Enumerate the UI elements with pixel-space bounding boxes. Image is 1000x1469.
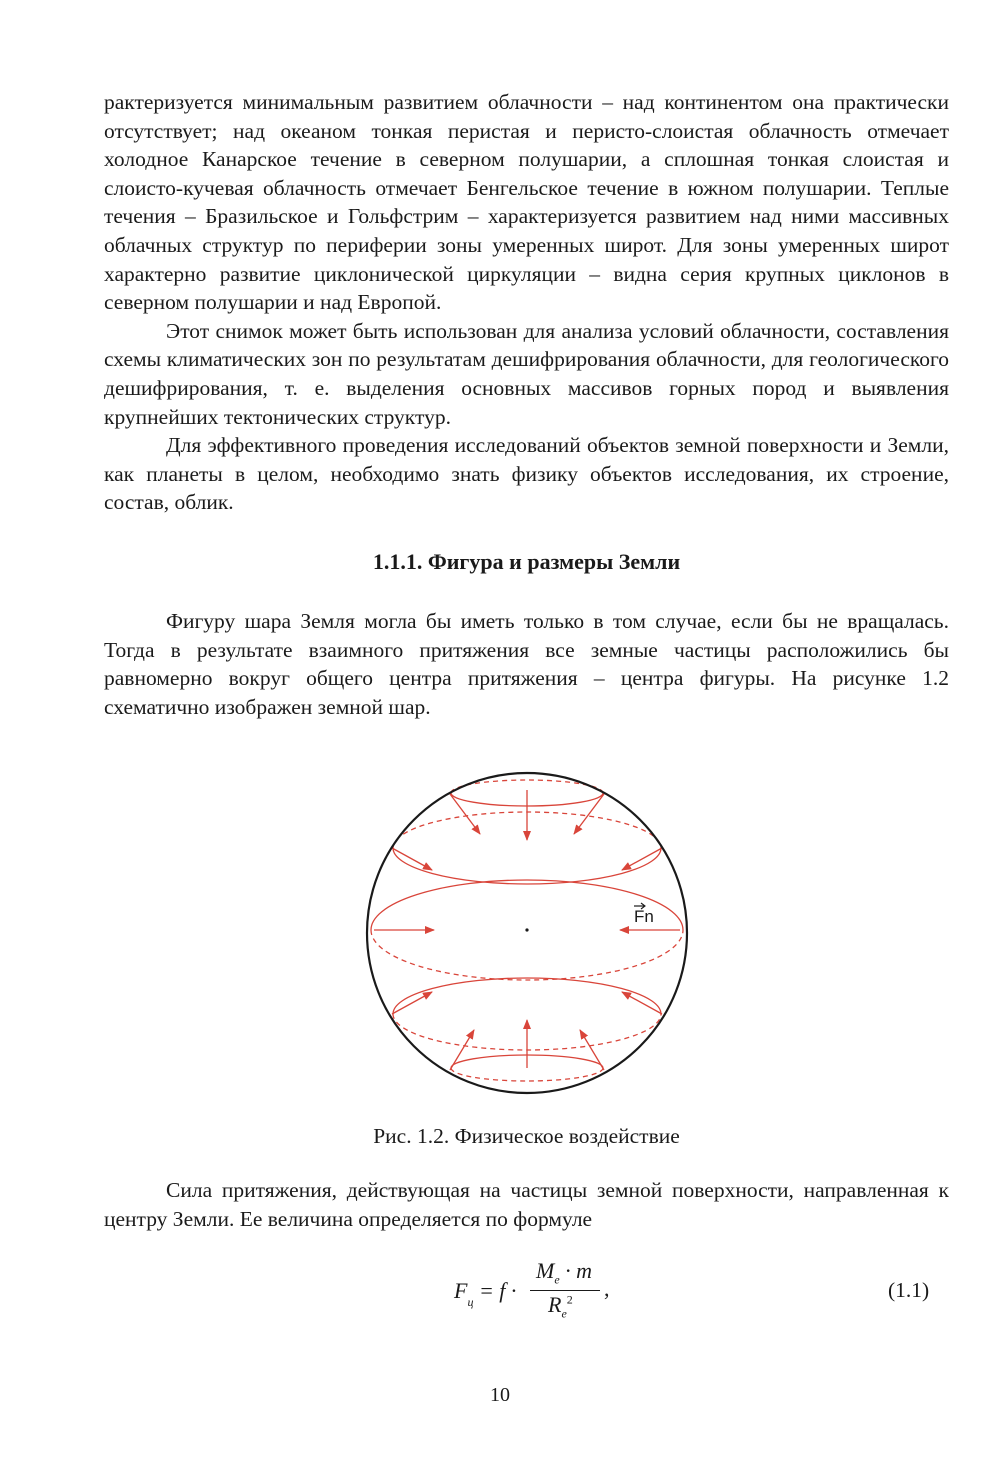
formula-1-1 (440, 1258, 640, 1328)
formula-radius-symbol: R (548, 1292, 562, 1317)
formula-numerator-rest: · m (559, 1258, 593, 1283)
formula-mass-symbol: M (536, 1258, 555, 1283)
page-number: 10 (490, 1384, 510, 1406)
formula-denominator (548, 1292, 573, 1321)
formula-mass-subscript: e (554, 1272, 560, 1287)
section-paragraph: Фигуру шара Земля могла бы иметь только в том случае, если бы не вращалась. Тогда в результате взаимного притяжения все земные частицы расположились бы равномерно вокруг общего центра притяжения – центра фигуры. На рисунке 1.2 схематично изображен земной шар. (104, 608, 949, 719)
vector-label: Fn (634, 907, 654, 926)
paragraph-1: рактеризуется минимальным развитием облачности – над континентом она практически отсутствует; над океаном тонкая перистая и перисто-слоистая облачность отмечает холодное Канарское течение в северном полушарии, а сплошная тонкая слоистая и слоисто-кучевая облачность отмечает Бенгельское течение в южном полушарии. Теплые течения – Бразильское и Гольфстрим – характеризуется развитием над ними массивных облачных структур по периферии зоны умеренных широт. Для зоны умеренных широт характерно развитие циклонической циркуляции – видна серия крупных циклонов в северном полушарии и над Европой. (104, 90, 949, 315)
earth-sphere-figure (362, 768, 692, 1098)
formula-radius-subscript: e (561, 1306, 567, 1321)
ellipse-equator-back (371, 930, 683, 980)
after-figure-paragraph: Сила притяжения, действующая на частицы земной поверхности, направленная к центру Земли. Ее величина определяется по формуле (104, 1178, 949, 1231)
ellipse-bottom-back (451, 1068, 603, 1081)
figure-caption: Рис. 1.2. Физическое воздействие (373, 1124, 680, 1148)
equation-number: (1.1) (888, 1278, 930, 1302)
formula-numerator (536, 1258, 592, 1287)
after-figure-block (104, 1176, 949, 1233)
formula-equals-f: = f · (478, 1278, 517, 1303)
formula-lhs-subscript: ц (467, 1295, 474, 1310)
ellipse-lower-front (393, 978, 661, 1014)
center-point (525, 928, 528, 931)
page-body (104, 88, 949, 721)
formula-fraction-bar (530, 1290, 600, 1291)
arrow-bottom-right (580, 1030, 604, 1070)
paragraph-2: Этот снимок может быть использован для анализа условий облачности, составления схемы климатических зон по результатам дешифрирования облачности, для геологического дешифрирования, т. е. выделения основных массивов горных пород и выявления крупнейших тектонических структур. (104, 318, 949, 429)
paragraph-3: Для эффективного проведения исследований объектов земной поверхности и Земли, как планеты в целом, необходимо знать физику объектов исследования, их строение, состав, облик. (104, 433, 949, 515)
formula-radius-exponent: 2 (566, 1292, 573, 1307)
arrow-bottom-left (450, 1030, 474, 1070)
formula-lhs (454, 1278, 517, 1310)
formula-comma: , (604, 1276, 610, 1301)
ellipse-upper-front (393, 848, 661, 884)
formula-f-symbol: F (454, 1278, 468, 1303)
section-heading: 1.1.1. Фигура и размеры Земли (372, 548, 681, 574)
